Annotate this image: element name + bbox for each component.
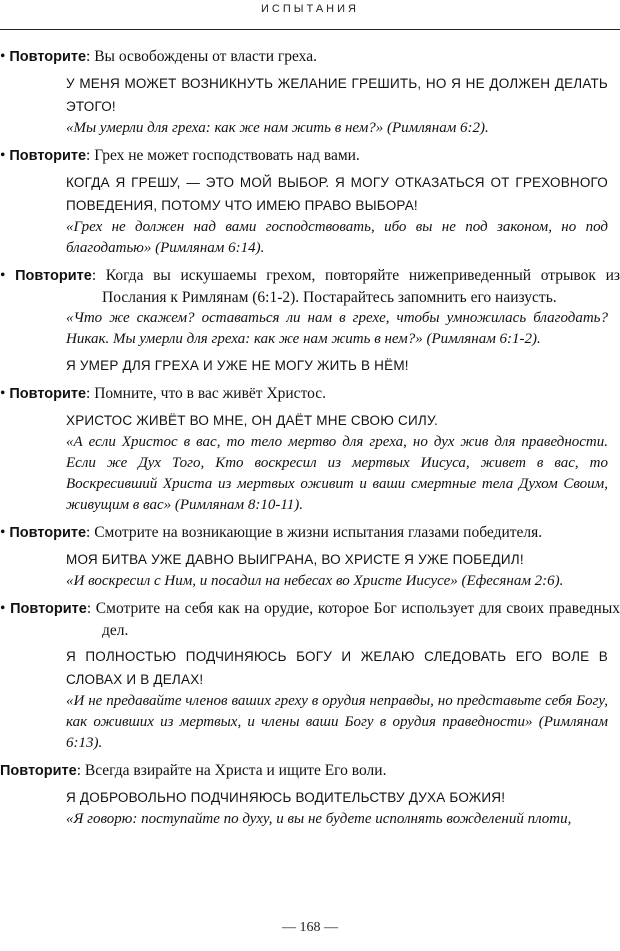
repeat-item-5	[0, 522, 620, 592]
repeat-item-4	[0, 383, 620, 516]
bullet: •	[0, 267, 6, 284]
scripture-quote: «Что же скажем? оставаться ли нам в грехе, чтобы умножилась благодать? Никак. Мы умерли для греха: как же нам жить в нем?» (Римлянам 6:1-2).	[66, 310, 608, 347]
affirmation-text: МОЯ БИТВА УЖЕ ДАВНО ВЫИГРАНА, ВО ХРИСТЕ Я УЖЕ ПОБЕДИЛ!	[66, 552, 524, 567]
repeat-item-1	[0, 46, 620, 139]
bullet: •	[0, 48, 6, 65]
repeat-item-6	[0, 598, 620, 754]
repeat-label: Повторите	[9, 525, 87, 541]
instruction-text: : Смотрите на возникающие в жизни испытания глазами победителя.	[86, 524, 543, 541]
instruction-line	[0, 522, 620, 544]
instruction-line	[0, 598, 620, 641]
page-number: — 168 —	[282, 920, 338, 935]
repeat-label: Повторите	[0, 763, 77, 779]
affirmation-text: Я ДОБРОВОЛЬНО ПОДЧИНЯЮСЬ ВОДИТЕЛЬСТВУ ДУХА БОЖИЯ!	[66, 790, 506, 805]
instruction-line	[0, 145, 620, 167]
affirmation-text: Я ПОЛНОСТЬЮ ПОДЧИНЯЮСЬ БОГУ И ЖЕЛАЮ СЛЕДОВАТЬ ЕГО ВОЛЕ В СЛОВАХ И В ДЕЛАХ!	[66, 649, 608, 687]
scripture-quote: «Я говорю: поступайте по духу, и вы не будете исполнять вожделений плоти,	[66, 811, 572, 827]
repeat-item-7	[0, 760, 620, 830]
repeat-label: Повторите	[9, 148, 87, 164]
instruction-text: : Смотрите на себя как на орудие, которое Бог использует для своих праведных дел.	[86, 600, 620, 639]
header-title: ИСПЫТАНИЯ	[261, 3, 359, 15]
bullet: •	[0, 524, 6, 541]
scripture-quote: «Мы умерли для греха: как же нам жить в нем?» (Римлянам 6:2).	[66, 120, 489, 136]
instruction-text: : Помните, что в вас живёт Христос.	[86, 385, 327, 402]
affirmation-text: КОГДА Я ГРЕШУ, — ЭТО МОЙ ВЫБОР. Я МОГУ ОТКАЗАТЬСЯ ОТ ГРЕХОВНОГО ПОВЕДЕНИЯ, ПОТОМУ ЧТО ИМЕЮ ПРАВО ВЫБОРА!	[66, 175, 608, 213]
scripture-quote: «А если Христос в вас, то тело мертво для греха, но дух жив для праведности. Если же Дух Того, Кто воскресил из мертвых Иисуса, живет в вас, то Воскресивший Христа из мертвых оживит и ваши смертные тела Духом Своим, живущим в вас» (Римлянам 8:10-11).	[66, 434, 608, 513]
header-rule	[0, 29, 620, 30]
bullet: •	[0, 600, 6, 617]
instruction-text: : Всегда взирайте на Христа и ищите Его воли.	[76, 762, 387, 779]
instruction-line	[0, 46, 620, 68]
affirmation-text: Я УМЕР ДЛЯ ГРЕХА И УЖЕ НЕ МОГУ ЖИТЬ В НЁМ!	[66, 358, 409, 373]
repeat-label: Повторите	[15, 268, 92, 284]
running-header	[0, 0, 620, 36]
instruction-line	[0, 383, 620, 405]
instruction-line	[0, 760, 620, 782]
instruction-text: : Когда вы искушаемы грехом, повторяйте нижеприведенный отрывок из Послания к Римлянам (6:1-2). Постарайтесь запомнить его наизусть.	[91, 267, 620, 306]
affirmation-text: У МЕНЯ МОЖЕТ ВОЗНИКНУТЬ ЖЕЛАНИЕ ГРЕШИТЬ, НО Я НЕ ДОЛЖЕН ДЕЛАТЬ ЭТОГО!	[66, 76, 608, 114]
scripture-quote: «Грех не должен над вами господствовать, ибо вы не под законом, но под благодатью» (Римлянам 6:14).	[66, 219, 608, 256]
repeat-label: Повторите	[9, 386, 87, 402]
repeat-label: Повторите	[9, 49, 87, 65]
instruction-line	[0, 265, 620, 308]
scripture-quote: «И не предавайте членов ваших греху в орудия неправды, но представьте себя Богу, как оживших из мертвых, и члены ваши Богу в орудия праведности» (Римлянам 6:13).	[66, 693, 608, 751]
bullet: •	[0, 147, 6, 164]
repeat-item-3	[0, 265, 620, 377]
instruction-text: : Грех не может господствовать над вами.	[86, 147, 360, 164]
bullet: •	[0, 385, 6, 402]
repeat-item-2	[0, 145, 620, 259]
affirmation-text: ХРИСТОС ЖИВЁТ ВО МНЕ, ОН ДАЁТ МНЕ СВОЮ СИЛУ.	[66, 413, 438, 428]
instruction-text: : Вы освобождены от власти греха.	[86, 48, 317, 65]
repeat-label: Повторите	[10, 601, 87, 617]
scripture-quote: «И воскресил с Ним, и посадил на небесах во Христе Иисусе» (Ефесянам 2:6).	[66, 573, 564, 589]
page-body	[0, 46, 620, 836]
